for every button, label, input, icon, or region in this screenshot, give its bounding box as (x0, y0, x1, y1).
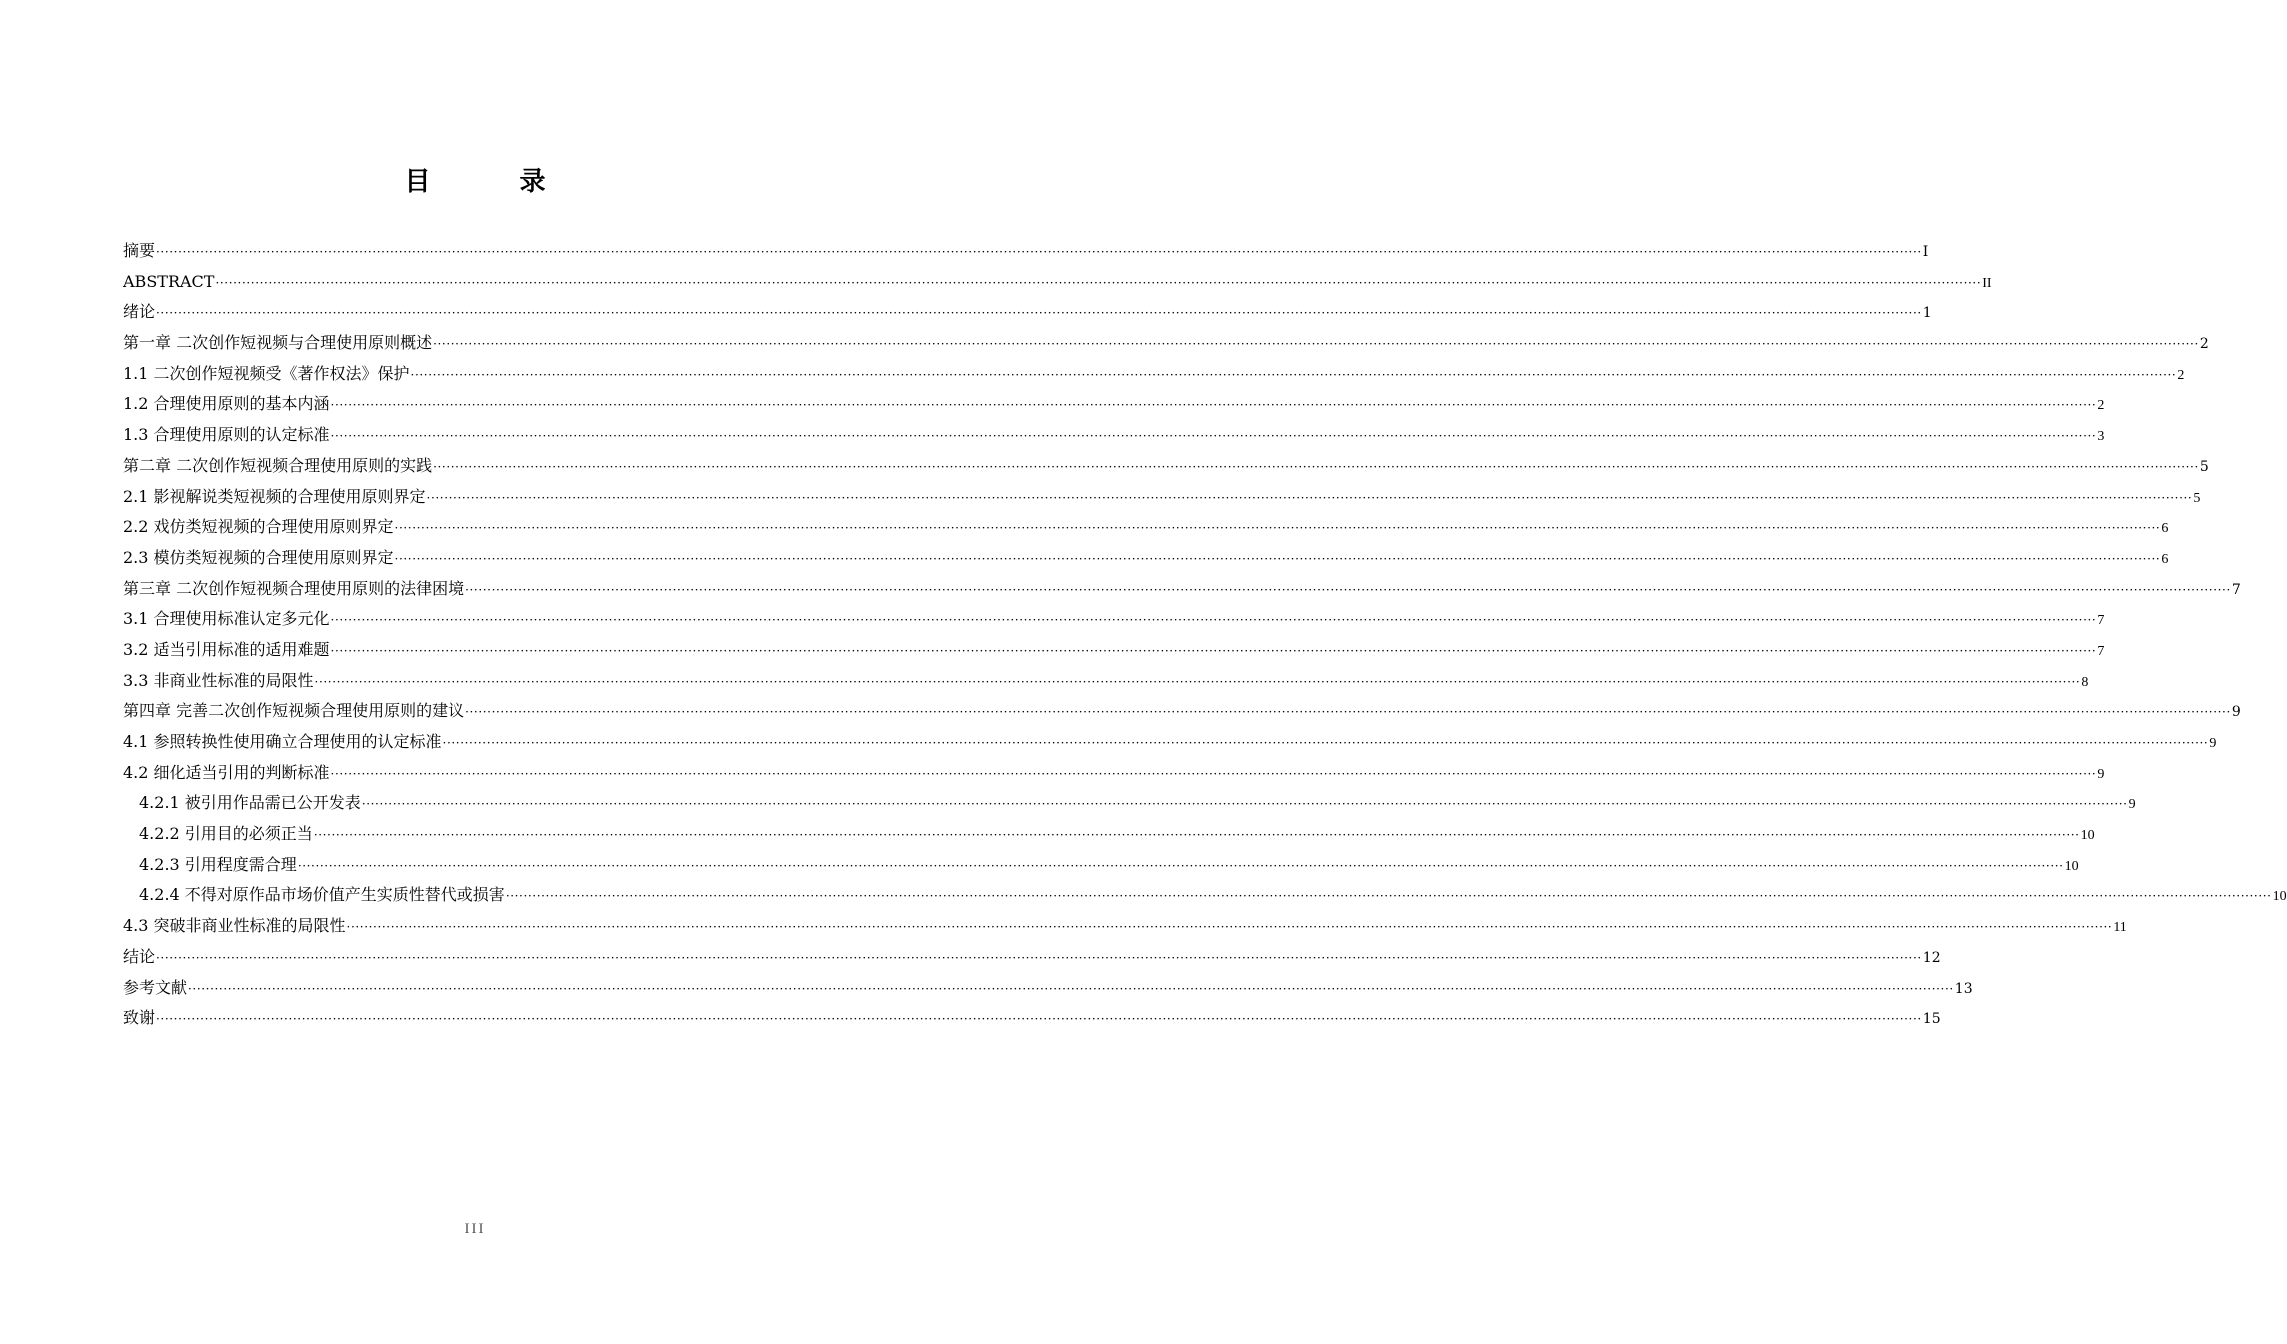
toc-entry-label: 1.2 合理使用原则的基本内涵 (123, 394, 330, 414)
toc-entry-page-number: 10 (2080, 828, 2095, 844)
toc-entry-page-number: 2 (2177, 367, 2185, 383)
toc-dot-leader: ················································································································································································································································································································································································································ (156, 306, 1922, 321)
toc-dot-leader: ················································································································································································································································································································································································································ (330, 429, 2097, 444)
toc-entry-label: 4.2 细化适当引用的判断标准 (123, 762, 330, 782)
toc-entry-label: 1.3 合理使用原则的认定标准 (123, 425, 330, 445)
toc-dot-leader: ················································································································································································································································································································································································································ (465, 705, 2231, 720)
toc-dot-leader: ················································································································································································································································································································································································································ (426, 490, 2193, 505)
toc-entry-label: 4.2.4 不得对原作品市场价值产生实质性替代或损害 (139, 885, 505, 905)
toc-entry-label: 3.1 合理使用标准认定多元化 (123, 609, 330, 629)
toc-entry-label: 参考文献 (123, 977, 188, 997)
toc-entry-page-number: 2 (2199, 336, 2209, 353)
toc-entry[interactable] (123, 574, 2241, 605)
toc-dot-leader: ················································································································································································································································································································································································································ (394, 521, 2161, 536)
toc-dot-leader: ················································································································································································································································································································································································································ (156, 950, 1922, 965)
toc-entry[interactable] (123, 942, 1941, 973)
toc-dot-leader: ················································································································································································································································································································································································································ (313, 828, 2080, 843)
toc-dot-leader: ················································································································································································································································································································································································································ (346, 920, 2113, 935)
toc-entry-page-number: 10 (2272, 889, 2287, 905)
toc-entry-label: 4.2.1 被引用作品需已公开发表 (139, 793, 361, 813)
toc-entry-label: 4.2.2 引用目的必须正当 (139, 824, 313, 844)
toc-dot-leader: ················································································································································································································································································································································································································ (330, 613, 2097, 628)
toc-entry[interactable] (123, 973, 1973, 1004)
toc-dot-leader: ················································································································································································································································································································································································································ (442, 736, 2209, 750)
toc-entry-label: 摘要 (123, 241, 156, 260)
toc-entry-page-number: 9 (2128, 797, 2136, 813)
toc-entry-label: 致谢 (123, 1008, 156, 1028)
toc-entry[interactable] (123, 389, 2105, 420)
footer-page-number: III (464, 1221, 486, 1237)
toc-entry-label: 4.3 突破非商业性标准的局限性 (123, 916, 346, 936)
toc-entry[interactable] (123, 359, 2185, 390)
toc-entry-label: 第一章 二次创作短视频与合理使用原则概述 (123, 333, 433, 353)
toc-entry-page-number: 6 (2161, 521, 2169, 537)
toc-entry-page-number: 2 (2097, 398, 2105, 414)
toc-entry[interactable] (123, 666, 2089, 697)
toc-entry-label: 2.1 影视解说类短视频的合理使用原则界定 (123, 486, 426, 506)
toc-entry-page-number: 11 (2113, 920, 2127, 936)
toc-entry[interactable] (123, 543, 2169, 574)
toc-entry-page-number: 1 (1922, 305, 1932, 322)
toc-entry-page-number: 7 (2231, 581, 2241, 598)
toc-dot-leader: ················································································································································································································································································································································································································ (410, 367, 2177, 382)
toc-entry-page-number: 5 (2199, 458, 2209, 475)
toc-entry[interactable] (123, 727, 2217, 758)
table-of-contents (123, 236, 2287, 1034)
toc-dot-leader: ················································································································································································································································································································································································································ (297, 858, 2064, 873)
toc-dot-leader: ················································································································································································································································································································································································································ (188, 981, 1954, 996)
toc-dot-leader: ················································································································································································································································································································································································································ (465, 582, 2231, 597)
toc-dot-leader: ················································································································································································································································································································································································································ (394, 551, 2161, 566)
toc-entry[interactable] (123, 819, 2095, 850)
toc-entry-page-number: 13 (1954, 980, 1973, 997)
toc-entry-page-number: 7 (2097, 643, 2105, 659)
toc-entry-label: 2.2 戏仿类短视频的合理使用原则界定 (123, 517, 394, 537)
toc-entry[interactable] (123, 788, 2136, 819)
toc-dot-leader: ················································································································································································································································································································································································································ (433, 337, 2199, 352)
toc-entry-page-number: 9 (2097, 766, 2105, 782)
toc-entry[interactable] (123, 420, 2105, 451)
toc-entry-label: 3.2 适当引用标准的适用难题 (123, 639, 330, 659)
toc-entry-page-number: 10 (2064, 858, 2079, 874)
toc-dot-leader: ················································································································································································································································································································································································································ (156, 1012, 1922, 1027)
toc-entry-label: 1.1 二次创作短视频受《著作权法》保护 (123, 363, 410, 383)
toc-dot-leader: ················································································································································································································································································································································································································ (505, 889, 2272, 904)
toc-entry[interactable] (123, 236, 1929, 267)
toc-entry-label: 4.2.3 引用程度需合理 (139, 854, 297, 874)
toc-entry-page-number: I (1922, 244, 1929, 260)
toc-dot-leader: ················································································································································································································································································································································································································ (330, 643, 2097, 658)
toc-entry-page-number: II (1982, 275, 1992, 291)
toc-entry-label: 2.3 模仿类短视频的合理使用原则界定 (123, 547, 394, 567)
toc-entry-page-number: 8 (2081, 674, 2089, 690)
toc-entry[interactable] (123, 1003, 1941, 1034)
toc-entry-page-number: 9 (2209, 736, 2217, 751)
toc-entry-page-number: 12 (1922, 949, 1941, 966)
toc-entry[interactable] (123, 696, 2241, 727)
toc-entry[interactable] (123, 512, 2169, 543)
toc-dot-leader: ················································································································································································································································································································································································································ (156, 245, 1922, 259)
toc-entry-page-number: 15 (1922, 1011, 1941, 1028)
toc-entry[interactable] (123, 758, 2105, 789)
toc-entry[interactable] (123, 850, 2079, 881)
toc-dot-leader: ················································································································································································································································································································································································································ (433, 459, 2199, 474)
toc-entry-page-number: 7 (2097, 613, 2105, 629)
toc-entry[interactable] (123, 297, 1932, 328)
toc-entry-label: 结论 (123, 946, 156, 966)
toc-dot-leader: ················································································································································································································································································································································································································ (361, 797, 2128, 812)
toc-entry-label: 3.3 非商业性标准的局限性 (123, 670, 314, 690)
toc-entry-label: 绪论 (123, 302, 156, 322)
toc-dot-leader: ················································································································································································································································································································································································································ (215, 275, 1982, 290)
toc-entry-label: ABSTRACT (123, 271, 215, 291)
toc-dot-leader: ················································································································································································································································································································································································································ (330, 766, 2097, 781)
toc-entry[interactable] (123, 482, 2201, 513)
page-title: 目 录 (404, 167, 586, 197)
toc-entry[interactable] (123, 328, 2209, 359)
toc-entry[interactable] (123, 635, 2105, 666)
toc-entry-label: 4.1 参照转换性使用确立合理使用的认定标准 (123, 732, 442, 751)
toc-entry[interactable] (123, 880, 2287, 911)
toc-entry[interactable] (123, 267, 1992, 298)
toc-dot-leader: ················································································································································································································································································································································································································ (314, 674, 2081, 689)
toc-entry-page-number: 9 (2231, 704, 2241, 721)
toc-entry-label: 第四章 完善二次创作短视频合理使用原则的建议 (123, 701, 465, 721)
toc-entry[interactable] (123, 451, 2209, 482)
toc-entry[interactable] (123, 604, 2105, 635)
toc-entry[interactable] (123, 911, 2127, 942)
toc-entry-label: 第三章 二次创作短视频合理使用原则的法律困境 (123, 578, 465, 598)
toc-dot-leader: ················································································································································································································································································································································································································ (330, 398, 2097, 413)
toc-entry-page-number: 6 (2161, 551, 2169, 567)
toc-entry-label: 第二章 二次创作短视频合理使用原则的实践 (123, 455, 433, 475)
toc-entry-page-number: 5 (2193, 490, 2201, 506)
toc-entry-page-number: 3 (2097, 429, 2105, 445)
